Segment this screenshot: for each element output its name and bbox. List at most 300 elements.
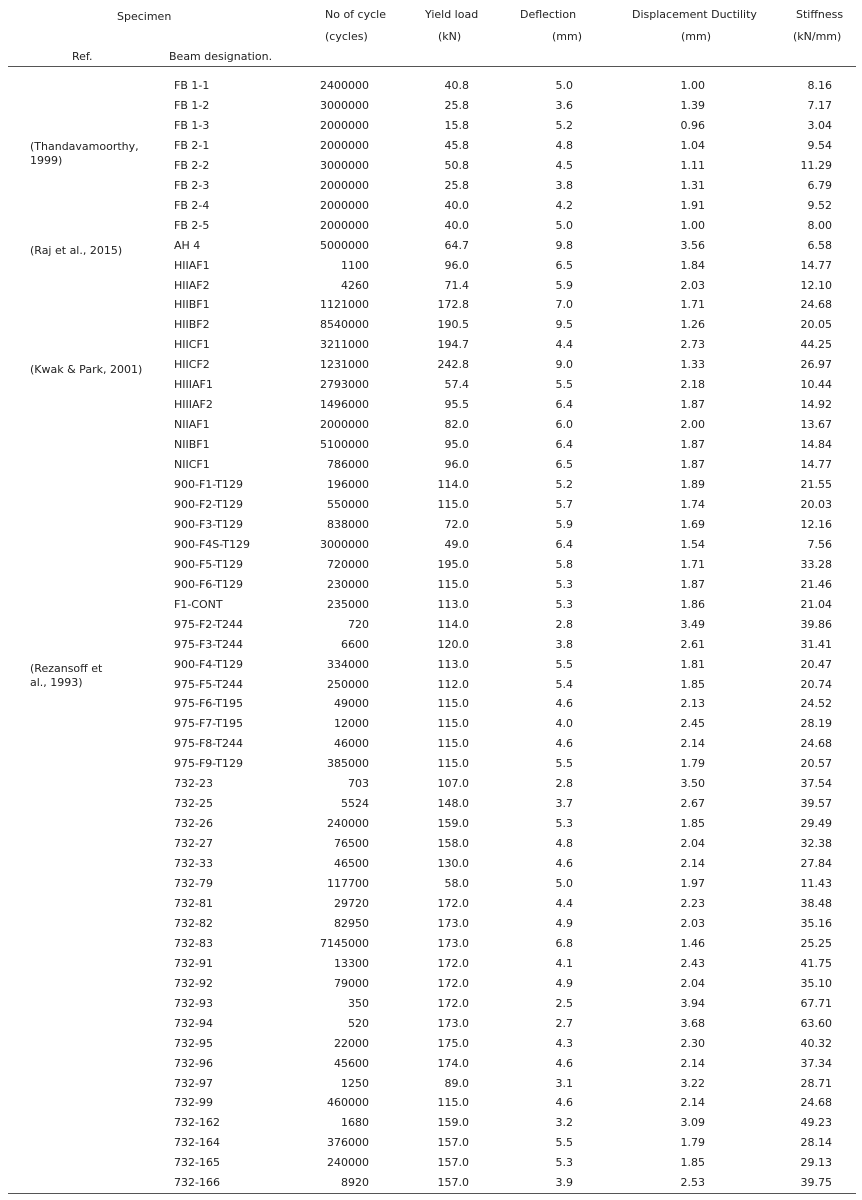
stiffness-cell: 6.79 bbox=[807, 178, 832, 192]
stiffness-cell: 63.60 bbox=[800, 1016, 832, 1030]
beam-designation: HIIIAF1 bbox=[174, 378, 213, 392]
header-stiffness-unit: (kN/mm) bbox=[793, 30, 842, 43]
beam-designation: 732-23 bbox=[174, 777, 213, 791]
yield-load-cell: 130.0 bbox=[437, 857, 469, 870]
ductility-cell: 2.14 bbox=[680, 1096, 705, 1110]
table-row bbox=[0, 295, 862, 315]
ref-line: (Thandavamoorthy, bbox=[30, 140, 139, 153]
table-row bbox=[0, 136, 862, 156]
beam-designation: FB 2-2 bbox=[174, 158, 210, 172]
deflection-cell: 4.3 bbox=[555, 1036, 573, 1050]
stiffness-cell: 49.23 bbox=[800, 1116, 832, 1130]
deflection-cell: 4.1 bbox=[555, 956, 573, 970]
deflection-cell: 5.5 bbox=[555, 657, 573, 671]
deflection-cell: 3.8 bbox=[555, 637, 573, 651]
ductility-cell: 1.39 bbox=[680, 99, 705, 112]
deflection-cell: 5.3 bbox=[555, 597, 573, 611]
deflection-cell: 5.0 bbox=[555, 877, 573, 890]
deflection-cell: 3.6 bbox=[555, 99, 573, 112]
stiffness-cell: 29.13 bbox=[800, 1156, 832, 1170]
ductility-cell: 2.14 bbox=[680, 737, 705, 751]
deflection-cell: 2.8 bbox=[555, 617, 573, 631]
table-row bbox=[0, 874, 862, 894]
cycles-cell: 76500 bbox=[334, 837, 369, 851]
yield-load-cell: 115.0 bbox=[437, 497, 469, 511]
stiffness-cell: 13.67 bbox=[800, 418, 832, 432]
beam-designation: HIIIAF2 bbox=[174, 398, 213, 412]
stiffness-cell: 6.58 bbox=[807, 238, 832, 252]
header-deflection-unit: (mm) bbox=[552, 30, 583, 43]
table-row bbox=[0, 1133, 862, 1153]
cycles-cell: 5100000 bbox=[320, 438, 369, 452]
beam-designation: 732-95 bbox=[174, 1036, 213, 1050]
header-ductility-unit: (mm) bbox=[681, 30, 712, 43]
cycles-cell: 5000000 bbox=[320, 238, 369, 252]
cycles-cell: 720 bbox=[348, 617, 369, 631]
deflection-cell: 6.5 bbox=[555, 458, 573, 472]
table-row bbox=[0, 256, 862, 276]
ductility-cell: 1.97 bbox=[680, 877, 705, 890]
deflection-cell: 4.4 bbox=[555, 896, 573, 910]
deflection-cell: 5.2 bbox=[555, 478, 573, 491]
cycles-cell: 703 bbox=[348, 777, 369, 791]
header-beam-designation: Beam designation. bbox=[169, 50, 273, 63]
table-row bbox=[0, 1054, 862, 1074]
cycles-cell: 838000 bbox=[327, 517, 369, 531]
header-cycles-unit: (cycles) bbox=[325, 30, 368, 43]
deflection-cell: 7.0 bbox=[555, 298, 573, 312]
header-rule bbox=[8, 66, 856, 67]
beam-designation: 732-83 bbox=[174, 936, 213, 950]
table-row bbox=[0, 794, 862, 814]
table-row bbox=[0, 1014, 862, 1034]
cycles-cell: 4260 bbox=[341, 278, 369, 292]
beam-designation: HIIBF1 bbox=[174, 298, 210, 312]
cycles-cell: 79000 bbox=[334, 976, 369, 990]
stiffness-cell: 25.25 bbox=[800, 936, 832, 950]
yield-load-cell: 40.8 bbox=[444, 79, 469, 92]
cycles-cell: 82950 bbox=[334, 916, 369, 930]
yield-load-cell: 158.0 bbox=[437, 837, 469, 851]
yield-load-cell: 190.5 bbox=[437, 318, 469, 332]
ductility-cell: 1.85 bbox=[680, 817, 705, 831]
ductility-cell: 1.87 bbox=[680, 438, 705, 452]
yield-load-cell: 173.0 bbox=[437, 1016, 469, 1030]
header-deflection: Deflection bbox=[520, 8, 577, 21]
table-row bbox=[0, 774, 862, 794]
beam-designation: 732-97 bbox=[174, 1076, 213, 1090]
beam-designation: 732-79 bbox=[174, 877, 213, 890]
cycles-cell: 1121000 bbox=[320, 298, 369, 312]
deflection-cell: 2.5 bbox=[555, 996, 573, 1010]
stiffness-cell: 9.52 bbox=[807, 198, 832, 212]
stiffness-cell: 37.54 bbox=[800, 777, 832, 791]
deflection-cell: 3.1 bbox=[555, 1076, 573, 1090]
table-row bbox=[0, 834, 862, 854]
deflection-cell: 5.7 bbox=[555, 497, 573, 511]
cycles-cell: 2000000 bbox=[320, 218, 369, 232]
yield-load-cell: 159.0 bbox=[437, 1116, 469, 1130]
table-row bbox=[0, 814, 862, 834]
stiffness-cell: 11.29 bbox=[800, 158, 832, 172]
table-row bbox=[0, 535, 862, 555]
ductility-cell: 1.87 bbox=[680, 398, 705, 412]
stiffness-cell: 27.84 bbox=[800, 857, 832, 870]
cycles-cell: 720000 bbox=[327, 557, 369, 571]
stiffness-cell: 9.54 bbox=[807, 138, 832, 152]
stiffness-cell: 24.52 bbox=[800, 697, 832, 711]
deflection-cell: 5.3 bbox=[555, 817, 573, 831]
deflection-cell: 4.2 bbox=[555, 198, 573, 212]
cycles-cell: 3000000 bbox=[320, 158, 369, 172]
deflection-cell: 9.8 bbox=[555, 238, 573, 252]
ductility-cell: 1.74 bbox=[680, 497, 705, 511]
table-row bbox=[0, 994, 862, 1014]
beam-designation: FB 2-4 bbox=[174, 198, 210, 212]
ductility-cell: 2.03 bbox=[680, 278, 705, 292]
stiffness-cell: 29.49 bbox=[800, 817, 832, 831]
cycles-cell: 6600 bbox=[341, 637, 369, 651]
beam-designation: HIICF2 bbox=[174, 358, 210, 372]
beam-designation: 975-F3-T244 bbox=[174, 637, 243, 651]
beam-designation: 900-F6-T129 bbox=[174, 577, 243, 591]
table-row bbox=[0, 216, 862, 236]
stiffness-cell: 41.75 bbox=[800, 956, 832, 970]
yield-load-cell: 64.7 bbox=[444, 238, 469, 252]
cycles-cell: 2000000 bbox=[320, 198, 369, 212]
ductility-cell: 2.45 bbox=[680, 717, 705, 731]
table-row bbox=[0, 734, 862, 754]
table-row bbox=[0, 156, 862, 176]
beam-designation: 975-F2-T244 bbox=[174, 617, 243, 631]
beam-designation: 975-F6-T195 bbox=[174, 697, 243, 711]
deflection-cell: 4.9 bbox=[555, 976, 573, 990]
yield-load-cell: 72.0 bbox=[444, 517, 469, 531]
deflection-cell: 4.6 bbox=[555, 737, 573, 751]
cycles-cell: 13300 bbox=[334, 956, 369, 970]
cycles-cell: 3000000 bbox=[320, 537, 369, 551]
table-row bbox=[0, 1153, 862, 1173]
beam-designation: HIICF1 bbox=[174, 338, 210, 352]
stiffness-cell: 21.55 bbox=[800, 478, 832, 491]
deflection-cell: 6.4 bbox=[555, 438, 573, 452]
stiffness-cell: 8.16 bbox=[807, 79, 832, 92]
deflection-cell: 5.9 bbox=[555, 517, 573, 531]
stiffness-cell: 14.84 bbox=[800, 438, 832, 452]
cycles-cell: 3211000 bbox=[320, 338, 369, 352]
table-row bbox=[0, 694, 862, 714]
deflection-cell: 5.3 bbox=[555, 1156, 573, 1170]
beam-designation: 732-162 bbox=[174, 1116, 220, 1130]
cycles-cell: 350 bbox=[348, 996, 369, 1010]
ref-line: 1999) bbox=[30, 154, 63, 167]
ductility-cell: 3.56 bbox=[680, 238, 705, 252]
beam-designation: 732-33 bbox=[174, 857, 213, 870]
stiffness-cell: 12.16 bbox=[800, 517, 832, 531]
cycles-cell: 385000 bbox=[327, 757, 369, 771]
deflection-cell: 4.6 bbox=[555, 857, 573, 870]
yield-load-cell: 82.0 bbox=[444, 418, 469, 432]
yield-load-cell: 172.8 bbox=[437, 298, 469, 312]
yield-load-cell: 114.0 bbox=[437, 478, 469, 491]
header-specimen: Specimen bbox=[117, 10, 172, 23]
ductility-cell: 2.23 bbox=[680, 896, 705, 910]
table-row bbox=[0, 595, 862, 615]
beam-designation: 900-F5-T129 bbox=[174, 557, 243, 571]
stiffness-cell: 38.48 bbox=[800, 896, 832, 910]
ductility-cell: 1.71 bbox=[680, 298, 705, 312]
stiffness-cell: 8.00 bbox=[807, 218, 832, 232]
ductility-cell: 1.86 bbox=[680, 597, 705, 611]
beam-designation: NIICF1 bbox=[174, 458, 210, 472]
stiffness-cell: 31.41 bbox=[800, 637, 832, 651]
header-ductility: Displacement Ductility bbox=[632, 8, 757, 21]
yield-load-cell: 95.5 bbox=[444, 398, 469, 412]
cycles-cell: 7145000 bbox=[320, 936, 369, 950]
ductility-cell: 3.09 bbox=[680, 1116, 705, 1130]
deflection-cell: 2.7 bbox=[555, 1016, 573, 1030]
deflection-cell: 3.2 bbox=[555, 1116, 573, 1130]
yield-load-cell: 40.0 bbox=[444, 218, 469, 232]
stiffness-cell: 24.68 bbox=[800, 1096, 832, 1110]
ductility-cell: 2.14 bbox=[680, 1056, 705, 1070]
stiffness-cell: 20.47 bbox=[800, 657, 832, 671]
ductility-cell: 3.22 bbox=[680, 1076, 705, 1090]
stiffness-cell: 39.75 bbox=[800, 1176, 832, 1190]
deflection-cell: 4.6 bbox=[555, 1096, 573, 1110]
yield-load-cell: 25.8 bbox=[444, 178, 469, 192]
cycles-cell: 49000 bbox=[334, 697, 369, 711]
ductility-cell: 1.81 bbox=[680, 657, 705, 671]
beam-designation: FB 2-3 bbox=[174, 178, 210, 192]
ductility-cell: 2.18 bbox=[680, 378, 705, 392]
deflection-cell: 4.4 bbox=[555, 338, 573, 352]
yield-load-cell: 194.7 bbox=[437, 338, 469, 352]
stiffness-cell: 10.44 bbox=[800, 378, 832, 392]
yield-load-cell: 148.0 bbox=[437, 797, 469, 811]
table-row bbox=[0, 1113, 862, 1133]
deflection-cell: 5.8 bbox=[555, 557, 573, 571]
beam-designation: 732-25 bbox=[174, 797, 213, 811]
beam-designation: FB 2-1 bbox=[174, 138, 210, 152]
beam-designation: 732-94 bbox=[174, 1016, 213, 1030]
header-yield: Yield load bbox=[425, 8, 479, 21]
ductility-cell: 3.94 bbox=[680, 996, 705, 1010]
deflection-cell: 5.9 bbox=[555, 278, 573, 292]
ductility-cell: 2.43 bbox=[680, 956, 705, 970]
stiffness-cell: 24.68 bbox=[800, 737, 832, 751]
cycles-cell: 550000 bbox=[327, 497, 369, 511]
ductility-cell: 1.79 bbox=[680, 757, 705, 771]
table-row bbox=[0, 375, 862, 395]
yield-load-cell: 58.0 bbox=[444, 877, 469, 890]
deflection-cell: 5.0 bbox=[555, 218, 573, 232]
stiffness-cell: 37.34 bbox=[800, 1056, 832, 1070]
deflection-cell: 3.8 bbox=[555, 178, 573, 192]
table-row bbox=[0, 236, 862, 256]
beam-designation: HIIAF2 bbox=[174, 278, 210, 292]
beam-designation: 900-F3-T129 bbox=[174, 517, 243, 531]
cycles-cell: 334000 bbox=[327, 657, 369, 671]
ductility-cell: 1.79 bbox=[680, 1136, 705, 1150]
beam-designation: 732-26 bbox=[174, 817, 213, 831]
ductility-cell: 2.53 bbox=[680, 1176, 705, 1190]
cycles-cell: 45600 bbox=[334, 1056, 369, 1070]
yield-load-cell: 173.0 bbox=[437, 936, 469, 950]
header-ref: Ref. bbox=[72, 50, 93, 63]
ductility-cell: 1.87 bbox=[680, 458, 705, 472]
stiffness-cell: 20.05 bbox=[800, 318, 832, 332]
beam-designation: 975-F9-T129 bbox=[174, 757, 243, 771]
cycles-cell: 5524 bbox=[341, 797, 369, 811]
yield-load-cell: 159.0 bbox=[437, 817, 469, 831]
ductility-cell: 2.13 bbox=[680, 697, 705, 711]
cycles-cell: 8540000 bbox=[320, 318, 369, 332]
yield-load-cell: 195.0 bbox=[437, 557, 469, 571]
ductility-cell: 1.46 bbox=[680, 936, 705, 950]
table-row bbox=[0, 1093, 862, 1113]
stiffness-cell: 35.16 bbox=[800, 916, 832, 930]
stiffness-cell: 67.71 bbox=[800, 996, 832, 1010]
cycles-cell: 2000000 bbox=[320, 178, 369, 192]
stiffness-cell: 7.56 bbox=[807, 537, 832, 551]
deflection-cell: 5.5 bbox=[555, 757, 573, 771]
table-row bbox=[0, 395, 862, 415]
cycles-cell: 8920 bbox=[341, 1176, 369, 1190]
ductility-cell: 2.61 bbox=[680, 637, 705, 651]
ductility-cell: 1.91 bbox=[680, 198, 705, 212]
yield-load-cell: 112.0 bbox=[437, 677, 469, 691]
ductility-cell: 3.50 bbox=[680, 777, 705, 791]
stiffness-cell: 28.14 bbox=[800, 1136, 832, 1150]
yield-load-cell: 15.8 bbox=[444, 118, 469, 132]
deflection-cell: 6.4 bbox=[555, 398, 573, 412]
ref-line: (Kwak & Park, 2001) bbox=[30, 363, 143, 376]
table-row bbox=[0, 435, 862, 455]
deflection-cell: 4.8 bbox=[555, 138, 573, 152]
cycles-cell: 196000 bbox=[327, 478, 369, 491]
yield-load-cell: 107.0 bbox=[437, 777, 469, 791]
yield-load-cell: 95.0 bbox=[444, 438, 469, 452]
cycles-cell: 520 bbox=[348, 1016, 369, 1030]
table-row bbox=[0, 954, 862, 974]
yield-load-cell: 115.0 bbox=[437, 697, 469, 711]
cycles-cell: 2400000 bbox=[320, 79, 369, 92]
deflection-cell: 6.8 bbox=[555, 936, 573, 950]
ref-line: al., 1993) bbox=[30, 676, 83, 689]
table-row bbox=[0, 276, 862, 296]
beam-designation: NIIAF1 bbox=[174, 418, 210, 432]
deflection-cell: 4.0 bbox=[555, 717, 573, 731]
yield-load-cell: 49.0 bbox=[444, 537, 469, 551]
table-row bbox=[0, 96, 862, 116]
cycles-cell: 240000 bbox=[327, 817, 369, 831]
stiffness-cell: 20.74 bbox=[800, 677, 832, 691]
ductility-cell: 1.00 bbox=[680, 218, 705, 232]
deflection-cell: 4.9 bbox=[555, 916, 573, 930]
deflection-cell: 5.3 bbox=[555, 577, 573, 591]
beam-designation: 900-F4S-T129 bbox=[174, 537, 250, 551]
beam-designation: 732-166 bbox=[174, 1176, 220, 1190]
table-row bbox=[0, 675, 862, 695]
yield-load-cell: 172.0 bbox=[437, 896, 469, 910]
table-row bbox=[0, 894, 862, 914]
table-row bbox=[0, 854, 862, 874]
beam-designation: 732-81 bbox=[174, 896, 213, 910]
beam-designation: 732-82 bbox=[174, 916, 213, 930]
deflection-cell: 5.2 bbox=[555, 118, 573, 132]
stiffness-cell: 3.04 bbox=[807, 118, 832, 132]
beam-designation: HIIAF1 bbox=[174, 258, 210, 272]
cycles-cell: 12000 bbox=[334, 717, 369, 731]
cycles-cell: 1680 bbox=[341, 1116, 369, 1130]
stiffness-cell: 7.17 bbox=[807, 99, 832, 112]
yield-load-cell: 172.0 bbox=[437, 956, 469, 970]
deflection-cell: 4.6 bbox=[555, 697, 573, 711]
ductility-cell: 1.33 bbox=[680, 358, 705, 372]
beam-designation: 732-96 bbox=[174, 1056, 213, 1070]
cycles-cell: 1250 bbox=[341, 1076, 369, 1090]
yield-load-cell: 115.0 bbox=[437, 1096, 469, 1110]
table-row bbox=[0, 76, 862, 96]
table-row bbox=[0, 116, 862, 136]
yield-load-cell: 113.0 bbox=[437, 657, 469, 671]
cycles-cell: 1496000 bbox=[320, 398, 369, 412]
cycles-cell: 46500 bbox=[334, 857, 369, 870]
stiffness-cell: 11.43 bbox=[800, 877, 832, 890]
stiffness-cell: 28.19 bbox=[800, 717, 832, 731]
yield-load-cell: 115.0 bbox=[437, 717, 469, 731]
ductility-cell: 3.49 bbox=[680, 617, 705, 631]
table-row bbox=[0, 315, 862, 335]
table-row bbox=[0, 655, 862, 675]
deflection-cell: 5.0 bbox=[555, 79, 573, 92]
ductility-cell: 2.04 bbox=[680, 837, 705, 851]
stiffness-cell: 33.28 bbox=[800, 557, 832, 571]
table-row bbox=[0, 196, 862, 216]
ductility-cell: 0.96 bbox=[680, 118, 705, 132]
stiffness-cell: 20.03 bbox=[800, 497, 832, 511]
yield-load-cell: 40.0 bbox=[444, 198, 469, 212]
beam-designation: FB 1-2 bbox=[174, 99, 210, 112]
yield-load-cell: 96.0 bbox=[444, 458, 469, 472]
table-row bbox=[0, 1074, 862, 1094]
ductility-cell: 1.87 bbox=[680, 577, 705, 591]
bottom-rule bbox=[8, 1193, 856, 1194]
beam-designation: HIIBF2 bbox=[174, 318, 210, 332]
stiffness-cell: 32.38 bbox=[800, 837, 832, 851]
table-row bbox=[0, 914, 862, 934]
cycles-cell: 2000000 bbox=[320, 138, 369, 152]
yield-load-cell: 89.0 bbox=[444, 1076, 469, 1090]
ref-line: (Raj et al., 2015) bbox=[30, 244, 123, 257]
ductility-cell: 2.00 bbox=[680, 418, 705, 432]
yield-load-cell: 50.8 bbox=[444, 158, 469, 172]
ductility-cell: 1.89 bbox=[680, 478, 705, 491]
deflection-cell: 5.5 bbox=[555, 1136, 573, 1150]
ductility-cell: 1.26 bbox=[680, 318, 705, 332]
stiffness-cell: 40.32 bbox=[800, 1036, 832, 1050]
table-row bbox=[0, 714, 862, 734]
table-row bbox=[0, 635, 862, 655]
beam-designation: F1-CONT bbox=[174, 597, 223, 611]
stiffness-cell: 24.68 bbox=[800, 298, 832, 312]
cycles-cell: 1231000 bbox=[320, 358, 369, 372]
cycles-cell: 1100 bbox=[341, 258, 369, 272]
ductility-cell: 1.00 bbox=[680, 79, 705, 92]
yield-load-cell: 25.8 bbox=[444, 99, 469, 112]
table-row bbox=[0, 1034, 862, 1054]
